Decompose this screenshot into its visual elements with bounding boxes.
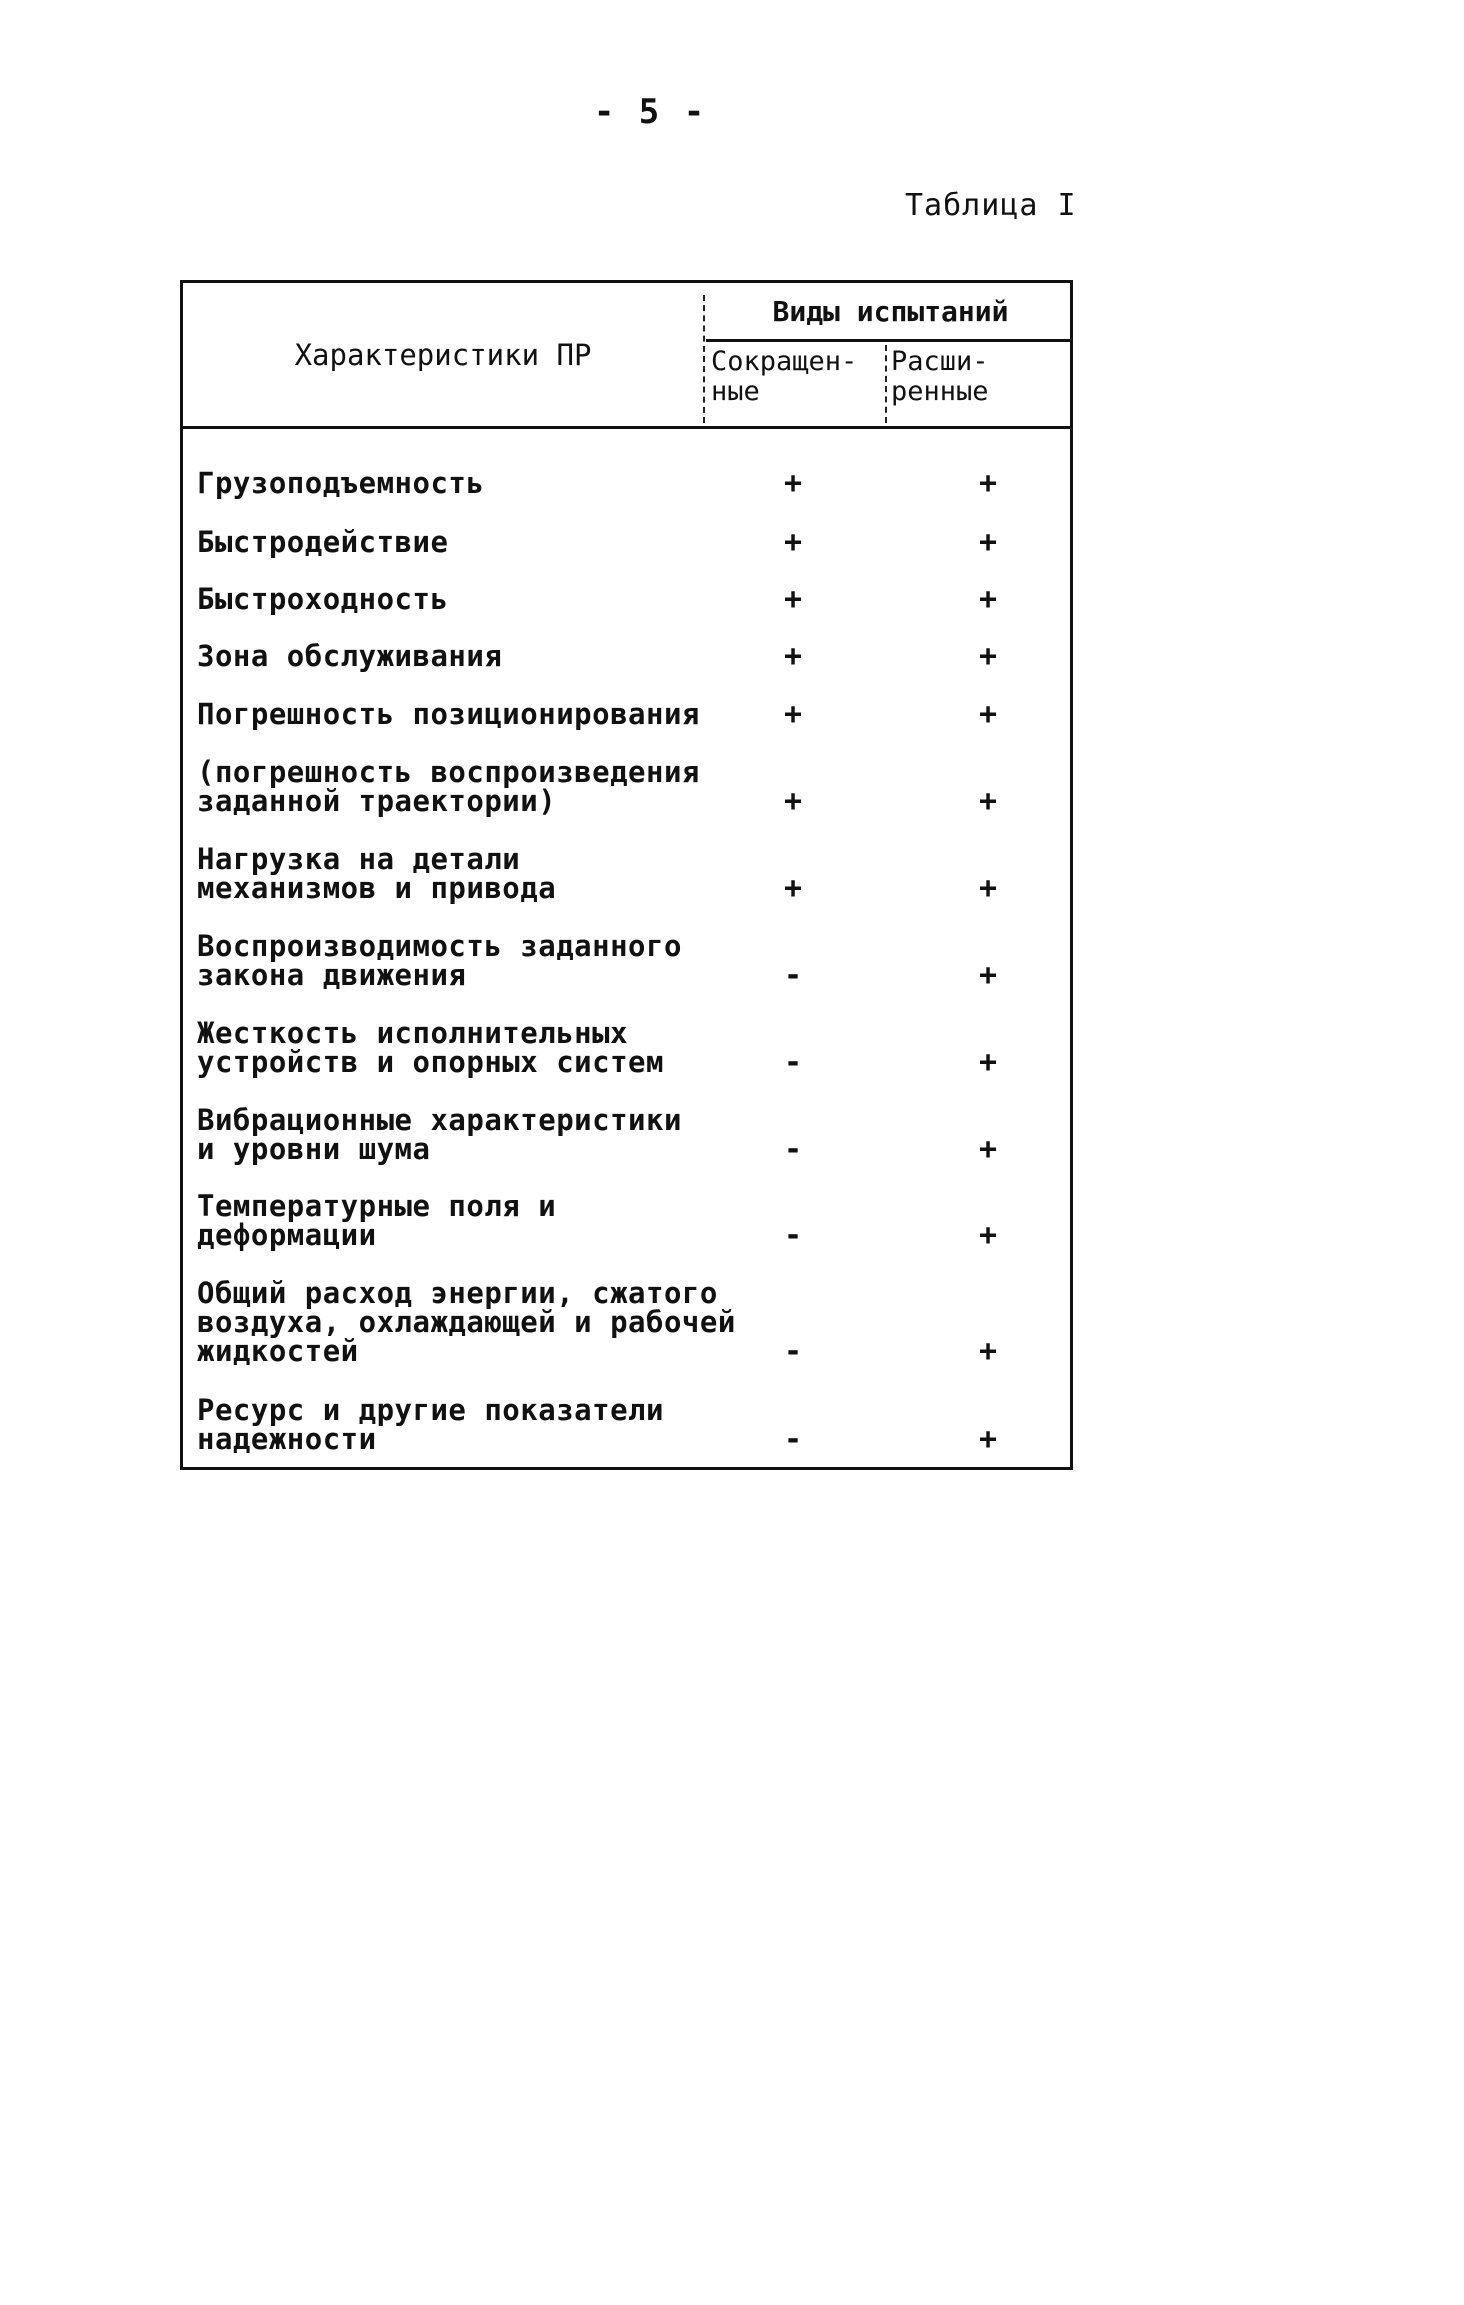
row-extended-mark: + [978,1218,998,1253]
row-characteristic: Температурные поля и деформации [197,1189,557,1252]
row-characteristic: Воспроизводимость заданного закона движения [197,929,682,992]
row-extended-mark: + [978,525,998,560]
page-number: - 5 - [593,92,707,132]
row-characteristic: Погрешность позиционирования [197,697,700,731]
row-reduced-mark: + [783,871,803,906]
row-characteristic: Жесткость исполнительных устройств и опорных систем [197,1016,664,1079]
header-subdivider [885,345,887,423]
row-characteristic: Грузоподъемность [197,466,485,500]
row-extended-mark: + [978,871,998,906]
row-reduced-mark: + [783,697,803,732]
row-extended-mark: + [978,784,998,819]
header-test-types: Виды испытаний [772,295,1009,328]
header-extended: Расши- ренные [891,346,989,407]
row-characteristic: Вибрационные характеристики и уровни шума [197,1103,682,1166]
header-group-rule [706,339,1073,342]
row-reduced-mark: - [783,1218,803,1253]
row-reduced-mark: + [783,466,803,501]
row-extended-mark: + [978,958,998,993]
row-extended-mark: + [978,1334,998,1369]
characteristics-table [180,280,1073,1470]
row-reduced-mark: + [783,582,803,617]
row-extended-mark: + [978,1422,998,1457]
row-characteristic: Ресурс и другие показатели надежности [197,1393,664,1456]
row-characteristic: (погрешность воспроизведения заданной траектории) [197,755,700,818]
row-reduced-mark: - [783,1422,803,1457]
table-header [183,283,1070,429]
header-reduced: Сокращен- ные [711,346,858,407]
row-reduced-mark: - [783,1132,803,1167]
row-extended-mark: + [978,1045,998,1080]
row-characteristic: Нагрузка на детали механизмов и привода [197,842,557,905]
row-extended-mark: + [978,697,998,732]
row-extended-mark: + [978,639,998,674]
row-reduced-mark: + [783,784,803,819]
row-extended-mark: + [978,1132,998,1167]
row-reduced-mark: - [783,958,803,993]
row-extended-mark: + [978,582,998,617]
row-characteristic: Зона обслуживания [197,639,503,673]
table-caption: Таблица I [905,188,1077,223]
row-characteristic: Общий расход энергии, сжатого воздуха, охлаждающей и рабочей жидкостей [197,1276,736,1368]
row-reduced-mark: + [783,525,803,560]
row-reduced-mark: - [783,1045,803,1080]
row-reduced-mark: + [783,639,803,674]
row-characteristic: Быстроходность [197,582,449,616]
row-characteristic: Быстродействие [197,525,449,559]
row-extended-mark: + [978,466,998,501]
header-characteristic: Характеристики ПР [294,337,592,372]
row-reduced-mark: - [783,1334,803,1369]
header-divider [703,295,705,423]
